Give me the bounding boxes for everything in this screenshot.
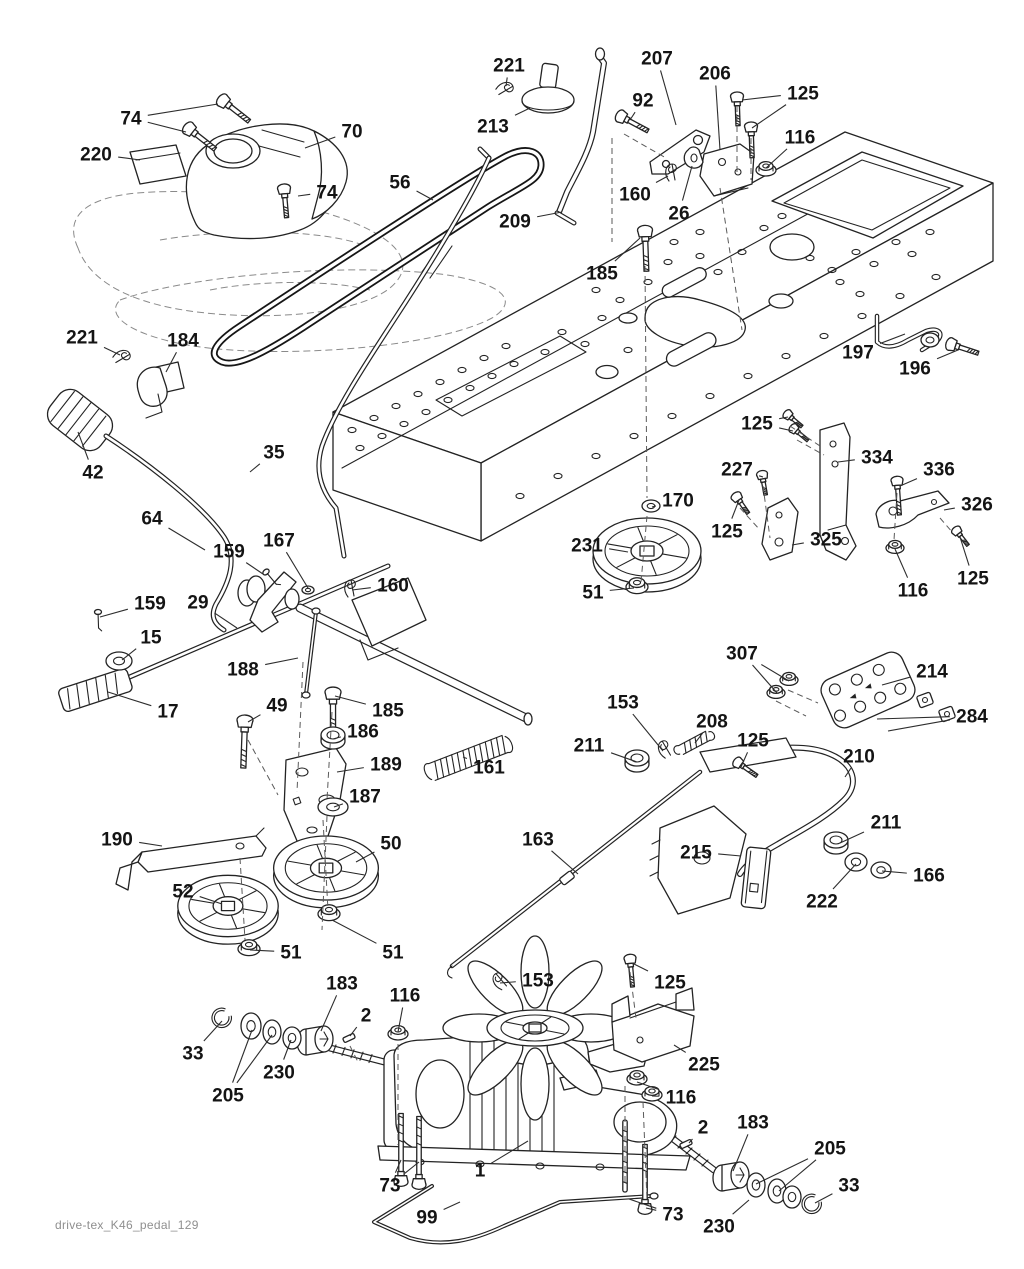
shift-rod-209-pin (557, 213, 574, 223)
part-callout-99: 99 (416, 1207, 438, 1229)
part-callout-74: 74 (316, 182, 338, 204)
leader-line-230 (733, 1200, 749, 1214)
part-callout-35: 35 (263, 442, 285, 464)
nut-116-d (627, 1071, 647, 1085)
pedal-shaft-assembly (57, 572, 426, 713)
leader-line-205 (779, 1160, 816, 1191)
leader-line-159 (246, 563, 263, 574)
part-callout-205: 205 (212, 1085, 244, 1107)
leader-line-99 (444, 1202, 460, 1209)
washer-205-b (263, 1020, 281, 1044)
leader-line-33 (204, 1021, 222, 1041)
part-callout-125: 125 (654, 972, 686, 994)
latch-184 (137, 362, 184, 418)
part-callout-207: 207 (641, 48, 673, 70)
leader-line-125 (752, 105, 786, 128)
leader-line-64 (169, 528, 205, 550)
part-callout-116: 116 (897, 580, 929, 602)
leader-line-213 (515, 108, 530, 115)
part-callout-160: 160 (619, 184, 651, 206)
bolt-125-f (950, 524, 972, 548)
part-callout-159: 159 (213, 541, 245, 563)
part-callout-213: 213 (477, 116, 509, 138)
leader-line-116 (895, 549, 908, 578)
leader-line-74 (148, 104, 218, 115)
part-callout-17: 17 (157, 701, 179, 723)
part-callout-220: 220 (80, 144, 112, 166)
part-callout-185: 185 (372, 700, 404, 722)
leader-line-163 (552, 851, 578, 874)
part-callout-64: 64 (141, 508, 163, 530)
part-callout-15: 15 (140, 627, 162, 649)
leader-line-17 (108, 692, 151, 706)
part-callout-326: 326 (961, 494, 993, 516)
hairpin-153-a (656, 740, 672, 760)
leader-line-222 (833, 864, 856, 889)
part-callout-116: 116 (784, 127, 816, 149)
leader-line-207 (661, 70, 676, 125)
leader-line-26 (682, 166, 692, 201)
part-callout-52: 52 (172, 881, 194, 903)
part-callout-284: 284 (956, 706, 988, 728)
nut-116-b (886, 540, 904, 553)
washer-166 (871, 862, 891, 878)
shift-knob-213 (522, 63, 574, 113)
part-callout-74: 74 (120, 108, 142, 130)
part-callout-189: 189 (370, 754, 402, 776)
washer-230-a (283, 1027, 301, 1049)
part-callout-209: 209 (499, 211, 531, 233)
part-callout-187: 187 (349, 786, 381, 808)
part-callout-51: 51 (280, 942, 302, 964)
part-callout-116: 116 (389, 985, 421, 1007)
bolt-196 (944, 337, 980, 360)
part-callout-167: 167 (263, 530, 295, 552)
nut-116-c (388, 1026, 408, 1040)
part-callout-50: 50 (380, 833, 402, 855)
leader-line-206 (716, 85, 720, 150)
part-callout-33: 33 (838, 1175, 860, 1197)
leader-line-284 (877, 717, 950, 719)
part-callout-230: 230 (263, 1062, 295, 1084)
part-callout-73: 73 (662, 1204, 684, 1226)
brake-pad-215 (741, 847, 771, 909)
part-callout-334: 334 (861, 447, 893, 469)
bolt-125-c (730, 490, 753, 517)
support-rod-197 (877, 316, 940, 350)
leader-line-307 (753, 665, 777, 693)
part-callout-231: 231 (571, 535, 603, 557)
part-callout-215: 215 (680, 842, 712, 864)
leader-line-284 (888, 720, 950, 731)
leader-line-92 (630, 112, 635, 120)
part-callout-336: 336 (923, 459, 955, 481)
leader-line-74 (148, 122, 186, 132)
leader-line-159 (100, 609, 128, 617)
leader-line-33 (815, 1194, 832, 1203)
part-callout-325: 325 (810, 529, 842, 551)
part-callout-186: 186 (347, 721, 379, 743)
retainer-33-a (213, 1009, 230, 1026)
part-callout-160: 160 (377, 575, 409, 597)
part-callout-166: 166 (913, 865, 945, 887)
bushing-186 (321, 727, 345, 749)
part-callout-125: 125 (741, 413, 773, 435)
part-callout-183: 183 (326, 973, 358, 995)
part-callout-163: 163 (522, 829, 554, 851)
leader-line-125 (742, 96, 781, 100)
part-callout-214: 214 (916, 661, 948, 683)
bushing-211-a (625, 750, 649, 772)
part-callout-206: 206 (699, 63, 731, 85)
shift-rod-209 (559, 56, 604, 212)
leader-line-125 (632, 963, 648, 971)
part-callout-221: 221 (66, 327, 98, 349)
part-callout-51: 51 (382, 942, 404, 964)
part-callout-29: 29 (187, 592, 209, 614)
part-callout-1: 1 (474, 1160, 486, 1182)
part-callout-225: 225 (688, 1054, 720, 1076)
cooling-fan (443, 936, 627, 1120)
part-callout-184: 184 (167, 330, 199, 352)
pin-159-b (94, 609, 102, 631)
part-callout-92: 92 (632, 90, 654, 112)
leader-line-185 (335, 696, 366, 704)
part-callout-42: 42 (82, 462, 104, 484)
part-callout-56: 56 (389, 172, 411, 194)
axle-coupler-183-left (297, 1026, 333, 1055)
part-callout-26: 26 (668, 203, 690, 225)
part-callout-170: 170 (662, 490, 694, 512)
cover-insert-220 (130, 145, 186, 184)
part-callout-227: 227 (721, 459, 753, 481)
clip-221-b (112, 348, 132, 364)
leader-line-326 (944, 508, 955, 510)
bolt-74-a (214, 92, 253, 127)
bracket-225 (612, 988, 694, 1062)
part-callout-211: 211 (573, 735, 605, 757)
washer-230-b (783, 1186, 801, 1208)
leader-line-56 (417, 191, 433, 200)
part-callout-230: 230 (703, 1216, 735, 1238)
pedal-pad-214 (817, 648, 919, 731)
bolt-74-b (180, 120, 219, 155)
part-callout-188: 188 (227, 659, 259, 681)
leader-line-153 (633, 714, 663, 751)
part-callout-159: 159 (134, 593, 166, 615)
part-callout-153: 153 (522, 970, 554, 992)
diagram-filename: drive-tex_K46_pedal_129 (55, 1218, 199, 1232)
bolt-92 (613, 108, 651, 136)
part-callout-51: 51 (582, 582, 604, 604)
part-callout-185: 185 (586, 263, 618, 285)
nut-307-a (780, 672, 798, 685)
leader-line-183 (321, 995, 337, 1031)
leader-line-190 (139, 842, 162, 846)
part-callout-208: 208 (696, 711, 728, 733)
clip-221-a (495, 80, 515, 96)
part-callout-153: 153 (607, 692, 639, 714)
pedal-pad-17 (57, 668, 133, 713)
part-callout-222: 222 (806, 891, 838, 913)
part-callout-70: 70 (341, 121, 363, 143)
idler-pulley-231 (593, 518, 701, 592)
washer-187 (318, 798, 348, 816)
part-callout-183: 183 (737, 1112, 769, 1134)
part-callout-211: 211 (870, 812, 902, 834)
part-callout-2: 2 (360, 1005, 372, 1027)
part-callout-210: 210 (843, 746, 875, 768)
part-callout-196: 196 (899, 358, 931, 380)
part-callout-125: 125 (711, 521, 743, 543)
bushing-211-b (824, 832, 848, 854)
leader-line-221 (104, 347, 120, 355)
part-callout-190: 190 (101, 829, 133, 851)
part-callout-161: 161 (473, 757, 505, 779)
key-2-a (343, 1033, 356, 1043)
leader-line-35 (250, 464, 260, 472)
washer-205-c (747, 1173, 765, 1197)
part-callout-205: 205 (814, 1138, 846, 1160)
leader-line-188 (265, 658, 298, 665)
part-callout-116: 116 (665, 1087, 697, 1109)
shift-rod-64 (106, 436, 231, 630)
axle-coupler-183-right (713, 1162, 749, 1191)
leader-line-196 (937, 350, 958, 359)
washer-170 (642, 500, 660, 512)
bracket-325 (762, 498, 798, 560)
part-callout-125: 125 (787, 83, 819, 105)
shift-bracket-206 (700, 144, 754, 196)
leader-line-51 (332, 920, 376, 943)
grip-42 (42, 384, 118, 456)
part-callout-307: 307 (726, 643, 758, 665)
link-rod-188 (306, 612, 316, 694)
bracket-326 (876, 491, 949, 528)
leader-line-161 (463, 757, 467, 759)
retainer-33-b (803, 1195, 820, 1212)
leader-line-160 (656, 176, 668, 183)
nut-116-a (756, 162, 776, 176)
washer-205-a (241, 1013, 261, 1039)
part-callout-2: 2 (697, 1117, 709, 1139)
part-callout-73: 73 (379, 1175, 401, 1197)
part-callout-197: 197 (842, 342, 874, 364)
part-callout-33: 33 (182, 1043, 204, 1065)
nut-116-e (642, 1087, 662, 1101)
part-callout-221: 221 (493, 55, 525, 77)
washer-222 (845, 853, 867, 871)
part-callout-49: 49 (266, 695, 288, 717)
part-callout-125: 125 (737, 730, 769, 752)
leader-line-160 (352, 588, 371, 590)
bolt-49 (235, 715, 253, 768)
part-callout-125: 125 (957, 568, 989, 590)
